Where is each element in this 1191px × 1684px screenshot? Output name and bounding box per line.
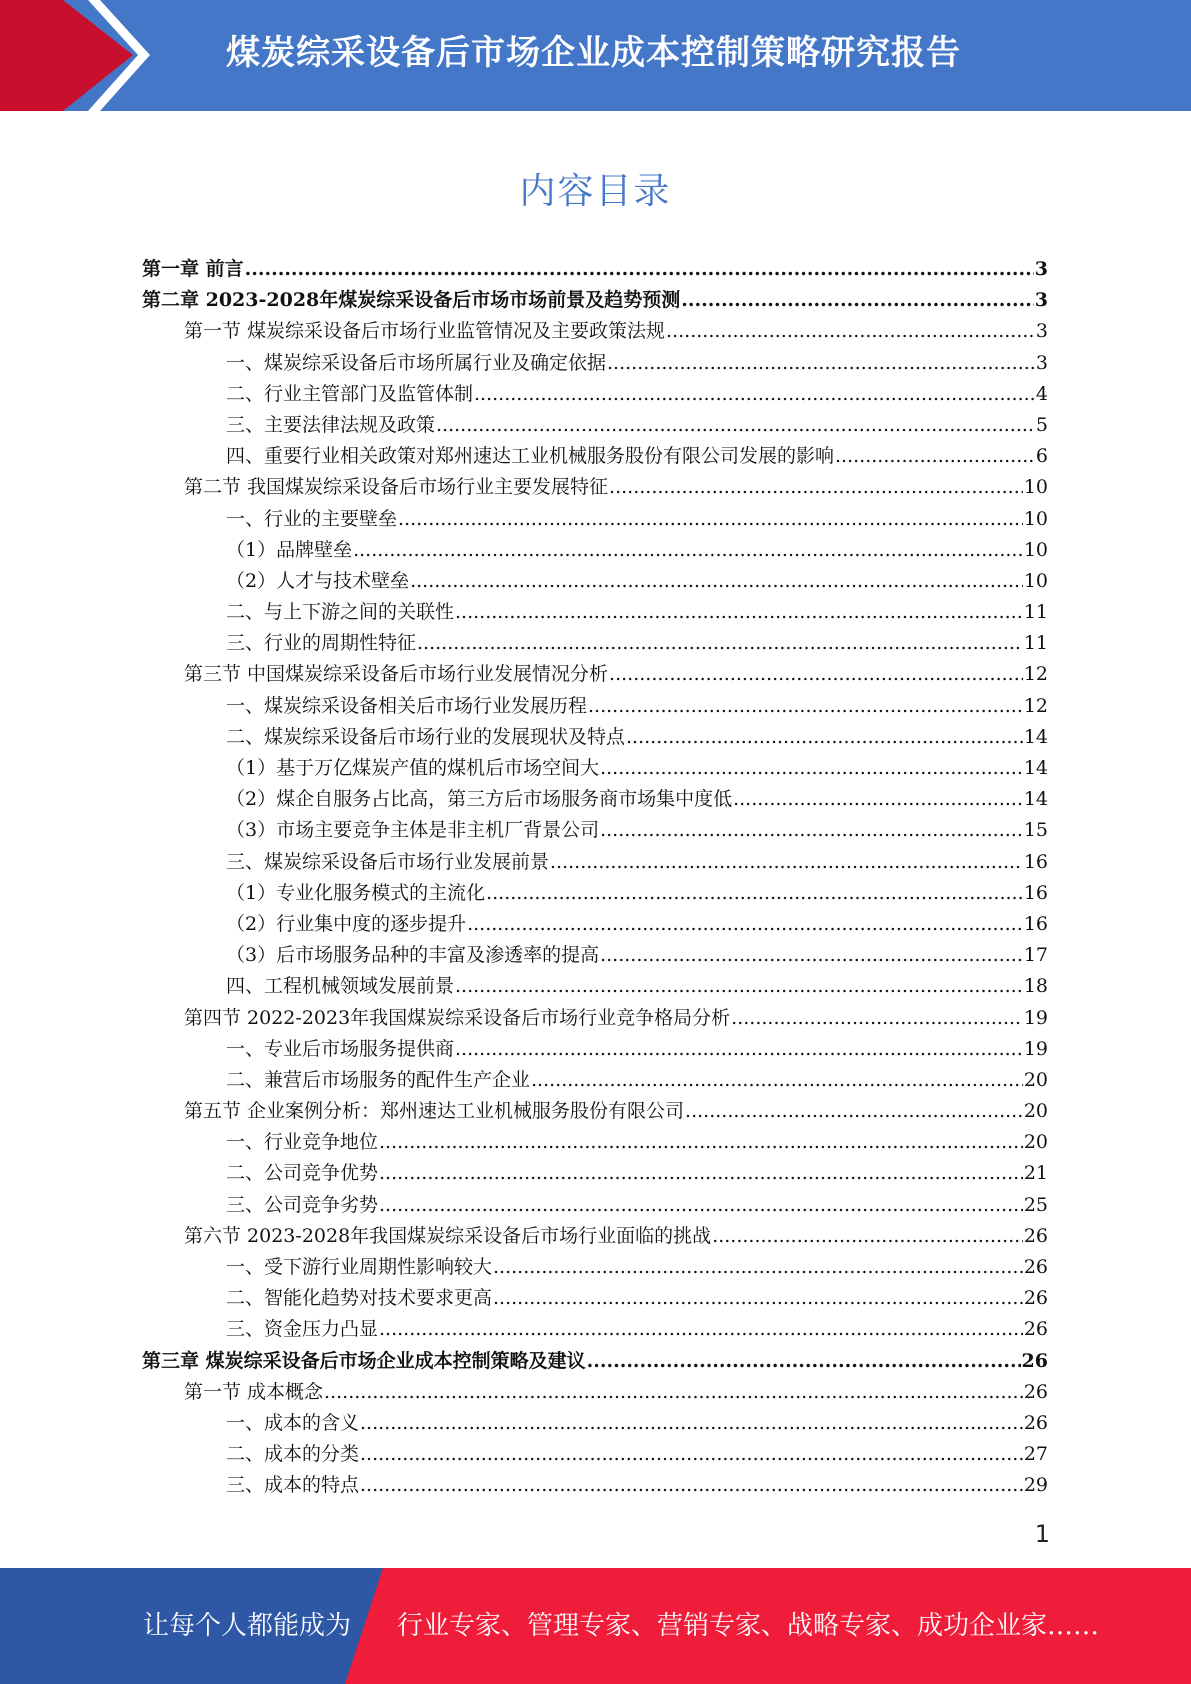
toc-dot-leader	[531, 1069, 1023, 1091]
toc-entry[interactable]	[142, 659, 1048, 690]
toc-entry[interactable]	[142, 316, 1048, 347]
toc-entry-page: 26	[1023, 1380, 1048, 1403]
toc-entry[interactable]	[142, 410, 1048, 441]
toc-entry-title: 一、专业后市场服务提供商	[226, 1037, 455, 1060]
toc-entry-title: （2）行业集中度的逐步提升	[226, 912, 467, 935]
toc-dot-leader	[550, 851, 1023, 873]
toc-dot-leader	[835, 445, 1035, 467]
toc-dot-leader	[587, 1350, 1021, 1372]
toc-entry-page: 4	[1035, 382, 1048, 405]
toc-entry-page: 19	[1023, 1006, 1048, 1029]
toc-entry[interactable]	[142, 1314, 1048, 1345]
toc-entry-title: 第二章 2023-2028年煤炭综采设备后市场市场前景及趋势预测	[142, 289, 681, 312]
toc-dot-leader	[493, 1256, 1023, 1278]
toc-entry-title: 一、受下游行业周期性影响较大	[226, 1256, 493, 1278]
toc-entry[interactable]	[142, 1439, 1048, 1470]
toc-entry-title: 一、成本的含义	[226, 1411, 360, 1434]
toc-dot-leader	[712, 1225, 1023, 1247]
toc-dot-leader	[455, 1038, 1023, 1060]
toc-entry[interactable]	[142, 1096, 1048, 1127]
toc-dot-leader	[360, 1474, 1023, 1496]
toc-entry-page: 19	[1023, 1037, 1048, 1060]
toc-entry-title: 三、公司竞争劣势	[226, 1193, 379, 1216]
toc-entry[interactable]	[142, 1158, 1048, 1189]
toc-dot-leader	[324, 1381, 1023, 1403]
report-title: 煤炭综采设备后市场企业成本控制策略研究报告	[226, 33, 961, 73]
toc-dot-leader	[398, 508, 1023, 530]
toc-entry[interactable]	[142, 1252, 1048, 1283]
toc-entry-page: 26	[1021, 1349, 1048, 1372]
toc-dot-leader	[245, 258, 1034, 280]
toc-entry-page: 5	[1035, 413, 1048, 436]
toc-entry-page: 20	[1023, 1068, 1048, 1091]
toc-entry-title: 第一节 成本概念	[184, 1380, 324, 1403]
toc-entry-page: 20	[1023, 1131, 1048, 1154]
toc-dot-leader	[474, 383, 1035, 405]
toc-entry-title: 一、行业的主要壁垒	[226, 507, 398, 530]
toc-dot-leader	[626, 726, 1023, 748]
toc-entry-page: 11	[1023, 601, 1048, 624]
toc-entry-title: （1）基于万亿煤炭产值的煤机后市场空间大	[226, 757, 600, 779]
toc-entry-title: 第二节 我国煤炭综采设备后市场行业主要发展特征	[184, 476, 609, 499]
toc-entry[interactable]	[142, 971, 1048, 1002]
toc-entry[interactable]	[142, 753, 1048, 784]
toc-entry[interactable]	[142, 628, 1048, 659]
toc-dot-leader	[467, 913, 1023, 935]
toc-dot-leader	[600, 944, 1023, 966]
toc-entry[interactable]	[142, 909, 1048, 940]
toc-entry-page: 12	[1023, 694, 1048, 717]
toc-entry-title: 二、成本的分类	[226, 1443, 360, 1466]
toc-entry-title: 三、资金压力凸显	[226, 1318, 379, 1341]
toc-heading: 内容目录	[519, 171, 672, 212]
toc-entry-page: 26	[1023, 1411, 1048, 1434]
toc-dot-leader	[379, 1194, 1023, 1216]
page-footer	[0, 1568, 1191, 1684]
toc-entry-title: 二、煤炭综采设备后市场行业的发展现状及特点	[226, 725, 626, 748]
toc-entry-page: 3	[1034, 258, 1048, 280]
toc-entry-page: 26	[1023, 1287, 1048, 1310]
toc-entry-page: 26	[1023, 1318, 1048, 1341]
toc-entry-title: （1）专业化服务模式的主流化	[226, 881, 486, 904]
toc-entry-title: 二、行业主管部门及监管体制	[226, 382, 474, 405]
toc-dot-leader	[379, 1162, 1023, 1184]
toc-entry-title: 第一节 煤炭综采设备后市场行业监管情况及主要政策法规	[184, 320, 666, 343]
toc-entry-page: 21	[1023, 1162, 1048, 1185]
toc-entry-page: 20	[1023, 1100, 1048, 1123]
toc-dot-leader	[455, 601, 1023, 623]
toc-dot-leader	[486, 882, 1023, 904]
toc-dot-leader	[666, 320, 1035, 342]
toc-entry-page: 16	[1023, 850, 1048, 873]
toc-entry-title: 一、煤炭综采设备后市场所属行业及确定依据	[226, 351, 607, 374]
toc-dot-leader	[685, 1100, 1023, 1122]
toc-dot-leader	[436, 414, 1035, 436]
footer-slogan-left: 让每个人都能成为	[143, 1611, 352, 1641]
toc-entry-title: 二、智能化趋势对技术要求更高	[226, 1287, 493, 1310]
toc-entry[interactable]	[142, 597, 1048, 628]
footer-slogan-right: 行业专家、管理专家、营销专家、战略专家、成功企业家……	[397, 1611, 1100, 1641]
toc-entry-page: 10	[1023, 569, 1048, 592]
toc-entry[interactable]	[142, 472, 1048, 503]
toc-dot-leader	[681, 289, 1034, 311]
toc-entry[interactable]	[142, 1221, 1048, 1252]
toc-entry-title: （2）人才与技术壁垒	[226, 569, 410, 592]
toc-entry-page: 3	[1035, 320, 1048, 343]
toc-entry[interactable]	[142, 379, 1048, 410]
toc-entry-page: 29	[1023, 1474, 1048, 1497]
toc-entry-page: 3	[1035, 351, 1048, 374]
toc-dot-leader	[379, 1318, 1023, 1340]
toc-entry-title: 二、与上下游之间的关联性	[226, 601, 455, 624]
toc-entry-page: 14	[1023, 788, 1048, 811]
toc-entry-page: 14	[1023, 757, 1048, 779]
toc-entry-title: 第四节 2022-2023年我国煤炭综采设备后市场行业竞争格局分析	[184, 1006, 731, 1029]
toc-entry[interactable]	[142, 285, 1048, 316]
toc-entry-page: 27	[1023, 1443, 1048, 1466]
toc-entry-title: 三、煤炭综采设备后市场行业发展前景	[226, 850, 550, 873]
toc-entry[interactable]	[142, 784, 1048, 815]
toc-entry[interactable]	[142, 1377, 1048, 1408]
toc-entry[interactable]	[142, 691, 1048, 722]
toc-entry-title: 四、工程机械领域发展前景	[226, 975, 455, 998]
toc-entry-title: 一、煤炭综采设备相关后市场行业发展历程	[226, 694, 588, 717]
toc-entry-page: 25	[1023, 1193, 1048, 1216]
toc-dot-leader	[360, 1412, 1023, 1434]
toc-entry[interactable]	[142, 566, 1048, 597]
toc-entry[interactable]	[142, 847, 1048, 878]
toc-entry[interactable]	[142, 1065, 1048, 1096]
toc-dot-leader	[360, 1443, 1023, 1465]
toc-entry[interactable]	[142, 1190, 1048, 1221]
toc-entry-title: （2）煤企自服务占比高，第三方后市场服务商市场集中度低	[226, 788, 733, 811]
toc-entry[interactable]	[142, 1346, 1048, 1377]
toc-entry-title: 第三节 中国煤炭综采设备后市场行业发展情况分析	[184, 663, 609, 686]
toc-entry-title: 三、主要法律法规及政策	[226, 413, 436, 436]
toc-entry-title: 第三章 煤炭综采设备后市场企业成本控制策略及建议	[142, 1349, 586, 1372]
toc-dot-leader	[379, 1131, 1023, 1153]
toc-entry[interactable]	[142, 535, 1048, 566]
toc-entry[interactable]	[142, 441, 1048, 472]
toc-entry-page: 16	[1023, 912, 1048, 935]
toc-dot-leader	[493, 1287, 1023, 1309]
toc-entry-page: 26	[1023, 1256, 1048, 1278]
toc-dot-leader	[410, 570, 1023, 592]
toc-dot-leader	[733, 788, 1023, 810]
toc-entry[interactable]	[142, 1127, 1048, 1158]
toc-dot-leader	[609, 663, 1023, 685]
toc-entry[interactable]	[142, 722, 1048, 753]
toc-entry-page: 10	[1023, 538, 1048, 561]
toc-entry-title: （3）市场主要竞争主体是非主机厂背景公司	[226, 819, 600, 842]
toc-entry-page: 14	[1023, 725, 1048, 748]
toc-entry[interactable]	[142, 1470, 1048, 1501]
toc-entry-title: 第一章 前言	[142, 258, 244, 280]
page-header	[0, 0, 1191, 111]
toc-entry-title: 第六节 2023-2028年我国煤炭综采设备后市场行业面临的挑战	[184, 1224, 712, 1247]
toc-entry-title: 三、成本的特点	[226, 1474, 360, 1497]
toc-entry-title: （3）后市场服务品种的丰富及渗透率的提高	[226, 944, 600, 967]
toc-entry[interactable]	[142, 504, 1048, 535]
toc-entry[interactable]	[142, 878, 1048, 909]
toc-entry-page: 11	[1023, 632, 1048, 655]
toc-entry[interactable]	[142, 254, 1048, 285]
toc-dot-leader	[600, 819, 1023, 841]
toc-entry-page: 10	[1023, 507, 1048, 530]
toc-dot-leader	[609, 476, 1023, 498]
toc-entry-title: 一、行业竞争地位	[226, 1131, 379, 1154]
table-of-contents	[142, 254, 1048, 1502]
toc-entry-title: 第五节 企业案例分析：郑州速达工业机械服务股份有限公司	[184, 1100, 685, 1123]
page-number: 1	[1034, 1520, 1050, 1548]
toc-entry-page: 3	[1034, 289, 1048, 312]
toc-entry-title: （1）品牌壁垒	[226, 538, 353, 561]
toc-dot-leader	[417, 632, 1023, 654]
toc-dot-leader	[455, 975, 1023, 997]
toc-entry-title: 二、公司竞争优势	[226, 1162, 379, 1185]
toc-dot-leader	[731, 1007, 1023, 1029]
toc-entry[interactable]	[142, 1283, 1048, 1314]
toc-dot-leader	[353, 539, 1023, 561]
toc-entry[interactable]	[142, 940, 1048, 971]
toc-entry[interactable]	[142, 348, 1048, 379]
toc-entry[interactable]	[142, 815, 1048, 846]
toc-dot-leader	[607, 352, 1035, 374]
toc-entry-title: 三、行业的周期性特征	[226, 632, 417, 655]
toc-entry-page: 18	[1023, 975, 1048, 998]
toc-entry[interactable]	[142, 1003, 1048, 1034]
toc-entry-page: 26	[1023, 1224, 1048, 1247]
toc-dot-leader	[600, 757, 1023, 779]
toc-entry-page: 6	[1035, 445, 1048, 468]
toc-entry[interactable]	[142, 1034, 1048, 1065]
toc-entry-title: 二、兼营后市场服务的配件生产企业	[226, 1068, 531, 1091]
toc-dot-leader	[588, 695, 1023, 717]
toc-entry-page: 16	[1023, 881, 1048, 904]
toc-entry-title: 四、重要行业相关政策对郑州速达工业机械服务股份有限公司发展的影响	[226, 445, 835, 468]
toc-entry-page: 10	[1023, 476, 1048, 499]
toc-entry-page: 15	[1023, 819, 1048, 842]
toc-entry-page: 17	[1023, 944, 1048, 967]
toc-entry[interactable]	[142, 1408, 1048, 1439]
toc-entry-page: 12	[1023, 663, 1048, 686]
